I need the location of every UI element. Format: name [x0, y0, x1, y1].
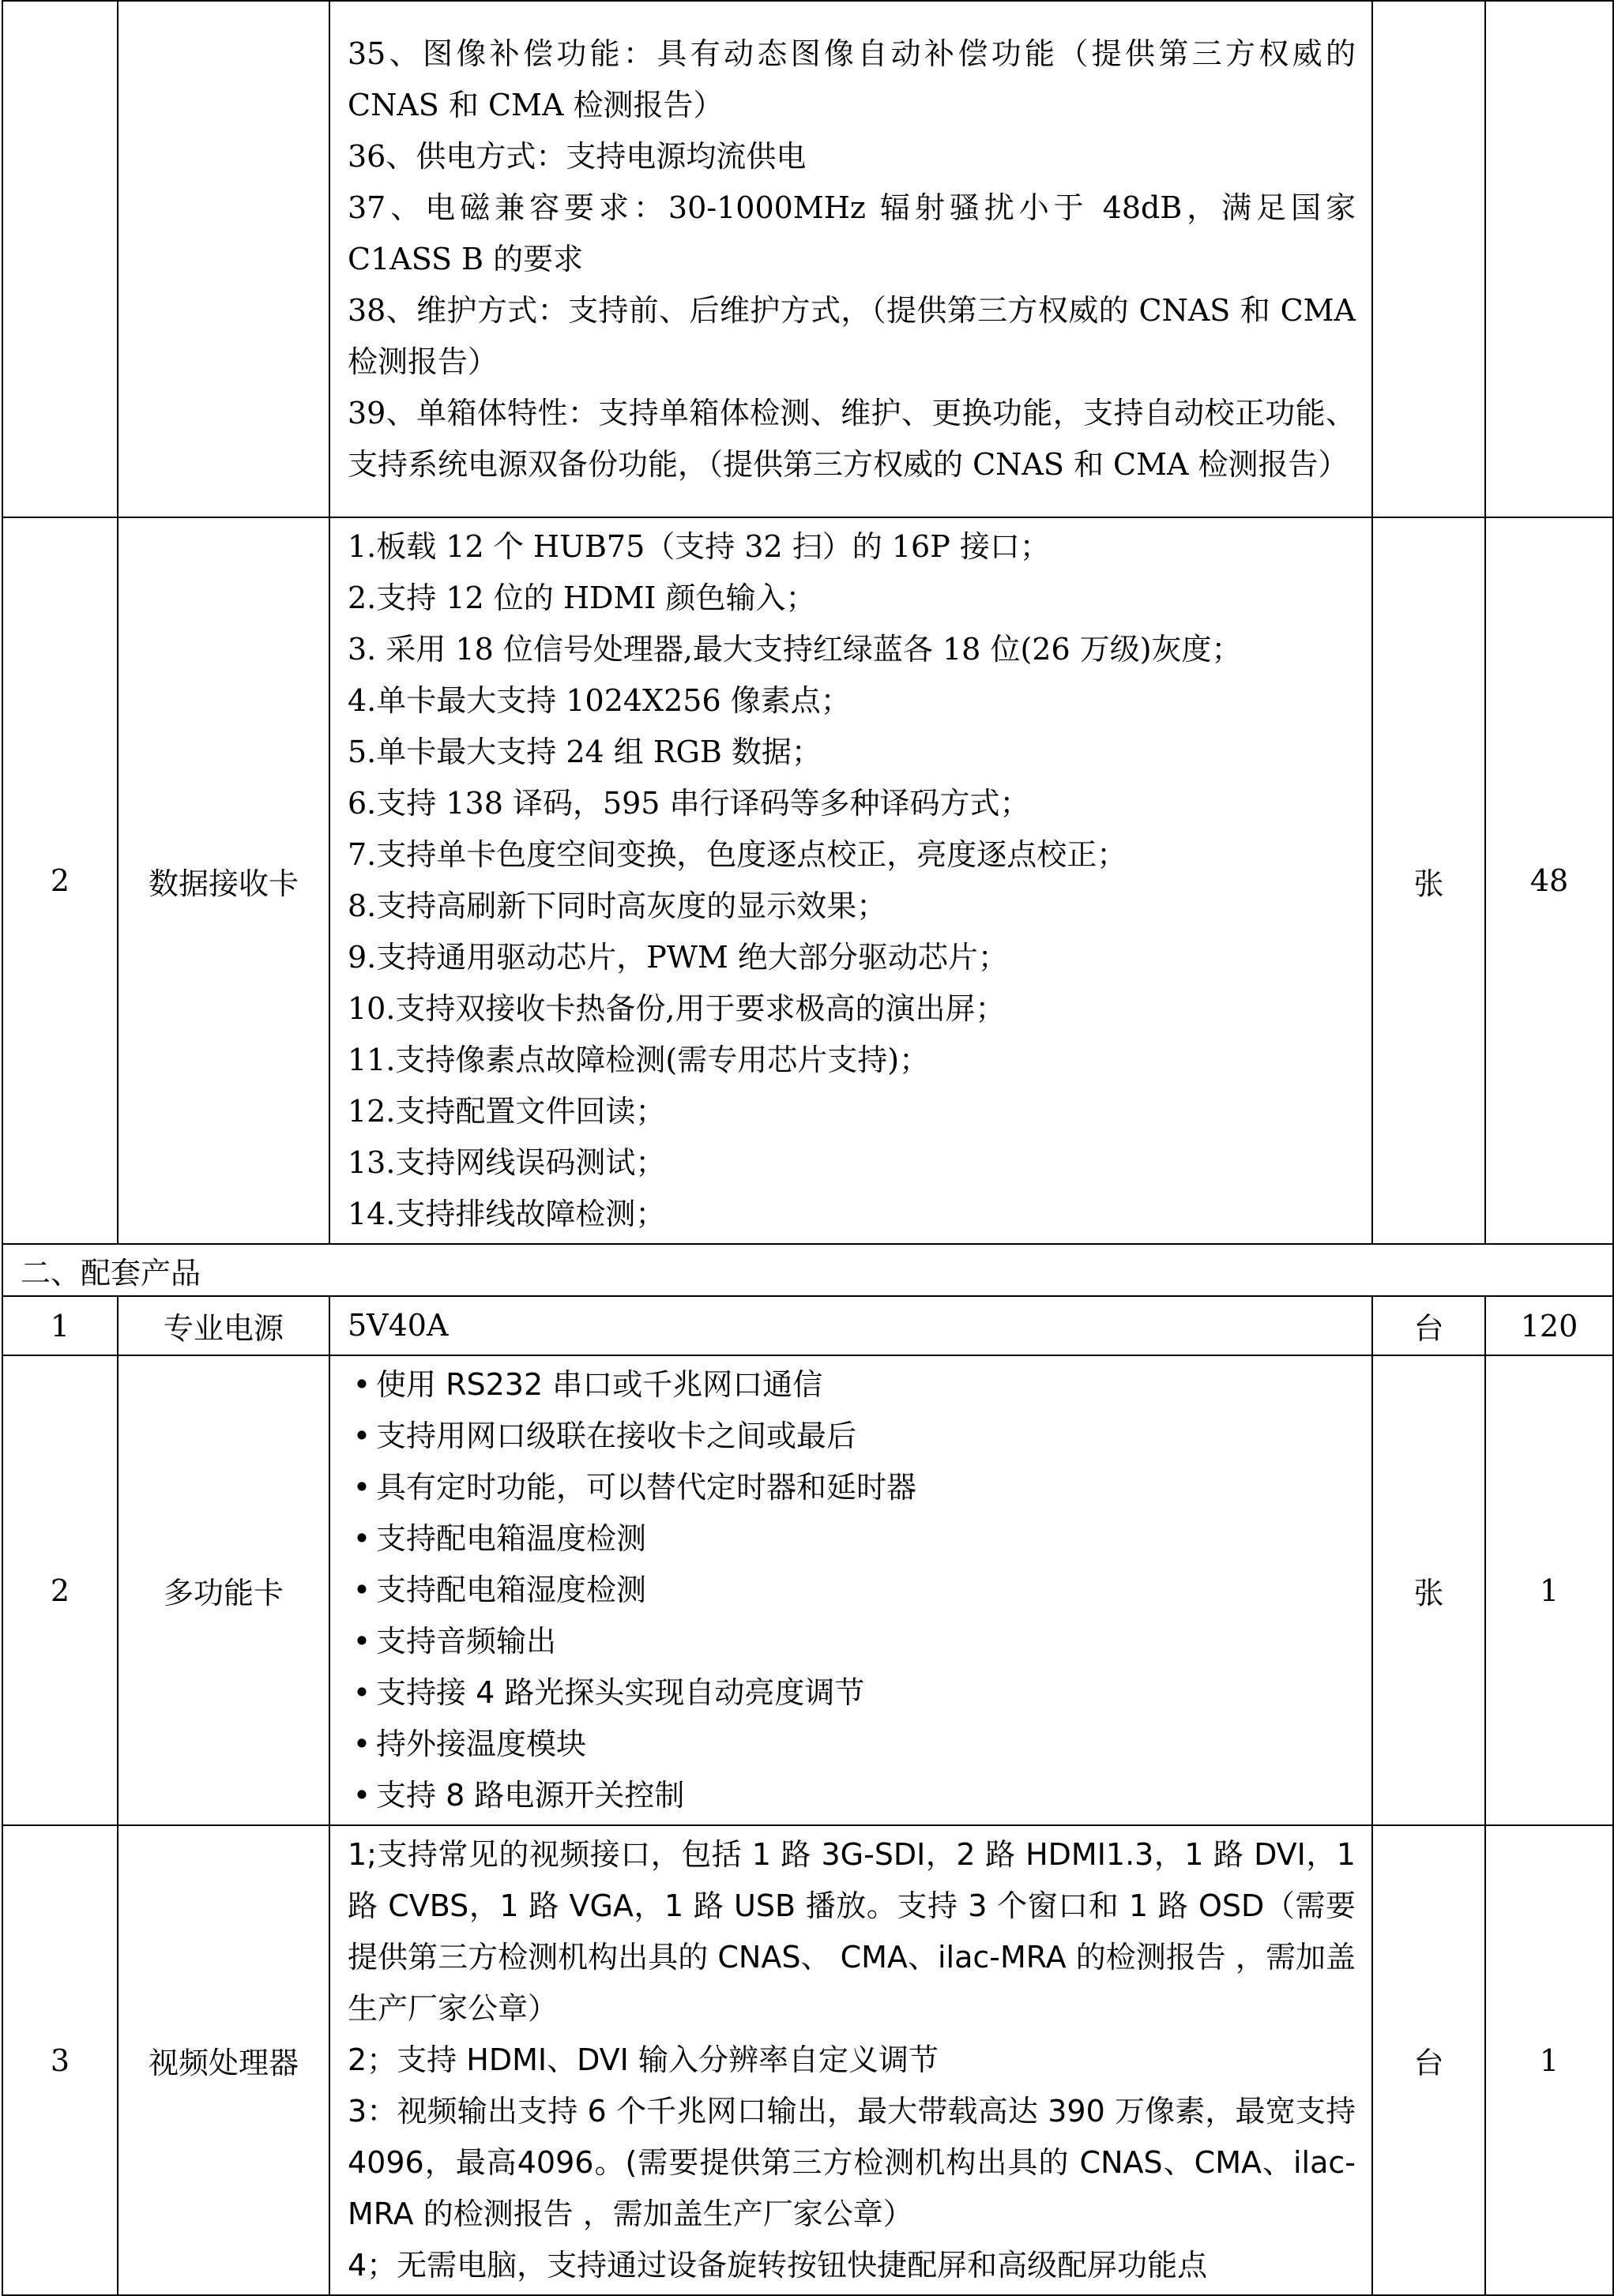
bullet-icon: • [352, 1367, 371, 1402]
spec-line: 4.单卡最大支持 1024X256 像素点； [348, 683, 851, 718]
spec-line: 14.支持排线故障检测； [348, 1197, 666, 1231]
cell-description [329, 1355, 1372, 1825]
table-row-multifunction-card [2, 1355, 1613, 1825]
cell-description [329, 1, 1372, 517]
cell-name: 视频处理器 [118, 1825, 329, 2295]
cell-qty: 48 [1485, 517, 1613, 1244]
spec-line: 9.支持通用驱动芯片，PWM 绝大部分驱动芯片； [348, 940, 1008, 975]
cell-description [329, 1825, 1372, 2295]
list-item: • 支持配电箱温度检测 [348, 1513, 1356, 1565]
spec-line: 39、单箱体特性：支持单箱体检测、维护、更换功能，支持自动校正功能、支持系统电源双备份功能，（提供第三方权威的 CNAS 和 CMA 检测报告） [348, 395, 1356, 482]
spec-line: 5.单卡最大支持 24 组 RGB 数据； [348, 735, 822, 769]
cell-description [329, 517, 1372, 1244]
cell-qty: 1 [1485, 1355, 1613, 1825]
spec-paragraph: 2；支持 HDMI、DVI 输入分辨率自定义调节 [348, 2042, 939, 2077]
cell-name: 多功能卡 [118, 1355, 329, 1825]
spec-line: 13.支持网线误码测试； [348, 1145, 666, 1180]
cell-unit: 台 [1372, 1825, 1485, 2295]
cell-name: 专业电源 [118, 1296, 329, 1355]
bullet-icon: • [352, 1521, 371, 1556]
bullet-icon: • [352, 1419, 371, 1453]
list-item: • 支持配电箱湿度检测 [348, 1565, 1356, 1616]
spec-line: 12.支持配置文件回读； [348, 1094, 666, 1129]
spec-line: 36、供电方式：支持电源均流供电 [348, 138, 807, 174]
spec-paragraph: 3：视频输出支持 6 个千兆网口输出，最大带载高达 390 万像素，最宽支持4096，最高4096。(需要提供第三方检测机构出具的 CNAS、CMA、ilac-MRA 的检测报告 ，需加盖生产厂家公章） [348, 2094, 1356, 2231]
spec-line: 10.支持双接收卡热备份,用于要求极高的演出屏； [348, 991, 1006, 1026]
spec-paragraph: 4；无需电脑，支持通过设备旋转按钮快捷配屏和高级配屏功能点 [348, 2248, 1208, 2283]
bullet-icon: • [352, 1727, 371, 1761]
spec-line: 2.支持 12 位的 HDMI 颜色输入； [348, 581, 816, 615]
cell-description: 5V40A [329, 1296, 1372, 1355]
table-row-video-processor [2, 1825, 1613, 2295]
cell-unit [1372, 1, 1485, 517]
cell-qty: 1 [1485, 1825, 1613, 2295]
table-row-continued [2, 1, 1613, 517]
list-item: • 使用 RS232 串口或千兆网口通信 [348, 1359, 1356, 1411]
bullet-icon: • [352, 1573, 371, 1607]
spec-line: 38、维护方式：支持前、后维护方式，（提供第三方权威的 CNAS 和 CMA 检测报告） [348, 292, 1356, 379]
spec-line: 7.支持单卡色度空间变换，色度逐点校正，亮度逐点校正； [348, 837, 1127, 872]
bullet-icon: • [352, 1470, 371, 1505]
table-row-power-supply [2, 1296, 1613, 1355]
spec-line: 3. 采用 18 位信号处理器,最大支持红绿蓝各 18 位(26 万级)灰度； [348, 632, 1242, 667]
spec-line: 1.板载 12 个 HUB75（支持 32 扫）的 16P 接口； [348, 529, 1050, 564]
bullet-icon: • [352, 1675, 371, 1710]
cell-no: 3 [2, 1825, 118, 2295]
cell-no [2, 1, 118, 517]
table-row-section-header [2, 1244, 1613, 1296]
cell-name [118, 1, 329, 517]
list-item: • 持外接温度模块 [348, 1719, 1356, 1770]
list-item: • 支持用网口级联在接收卡之间或最后 [348, 1411, 1356, 1462]
cell-no: 2 [2, 1355, 118, 1825]
cell-unit: 张 [1372, 1355, 1485, 1825]
spec-line: 8.支持高刷新下同时高灰度的显示效果； [348, 889, 887, 923]
cell-unit: 台 [1372, 1296, 1485, 1355]
list-item: • 支持 8 路电源开关控制 [348, 1770, 1356, 1821]
spec-line: 37、电磁兼容要求：30-1000MHz 辐射骚扰小于 48dB，满足国家 C1ASS B 的要求 [348, 190, 1356, 276]
cell-no: 1 [2, 1296, 118, 1355]
spec-line: 11.支持像素点故障检测(需专用芯片支持)； [348, 1043, 930, 1077]
cell-name: 数据接收卡 [118, 517, 329, 1244]
cell-qty [1485, 1, 1613, 517]
list-item: • 具有定时功能，可以替代定时器和延时器 [348, 1462, 1356, 1513]
list-item: • 支持接 4 路光探头实现自动亮度调节 [348, 1667, 1356, 1719]
list-item: • 支持音频输出 [348, 1616, 1356, 1667]
cell-qty: 120 [1485, 1296, 1613, 1355]
cell-unit: 张 [1372, 517, 1485, 1244]
bullet-icon: • [352, 1778, 371, 1813]
spec-line: 35、图像补偿功能：具有动态图像自动补偿功能（提供第三方权威的 CNAS 和 CMA 检测报告） [348, 36, 1356, 122]
spec-line: 6.支持 138 译码，595 串行译码等多种译码方式； [348, 786, 1030, 821]
section-title: 二、配套产品 [2, 1244, 1613, 1296]
cell-no: 2 [2, 517, 118, 1244]
spec-table [2, 0, 1614, 2296]
table-row-receiver-card [2, 517, 1613, 1244]
bullet-icon: • [352, 1624, 371, 1659]
spec-paragraph: 1;支持常见的视频接口，包括 1 路 3G-SDI，2 路 HDMI1.3，1 路 DVI，1 路 CVBS，1 路 VGA，1 路 USB 播放。支持 3 个窗口和 1 路 OSD（需要提供第三方检测机构出具的 CNAS、 CMA、ilac-MRA 的检测报告 ，需加盖生产厂家公章） [348, 1837, 1356, 2026]
